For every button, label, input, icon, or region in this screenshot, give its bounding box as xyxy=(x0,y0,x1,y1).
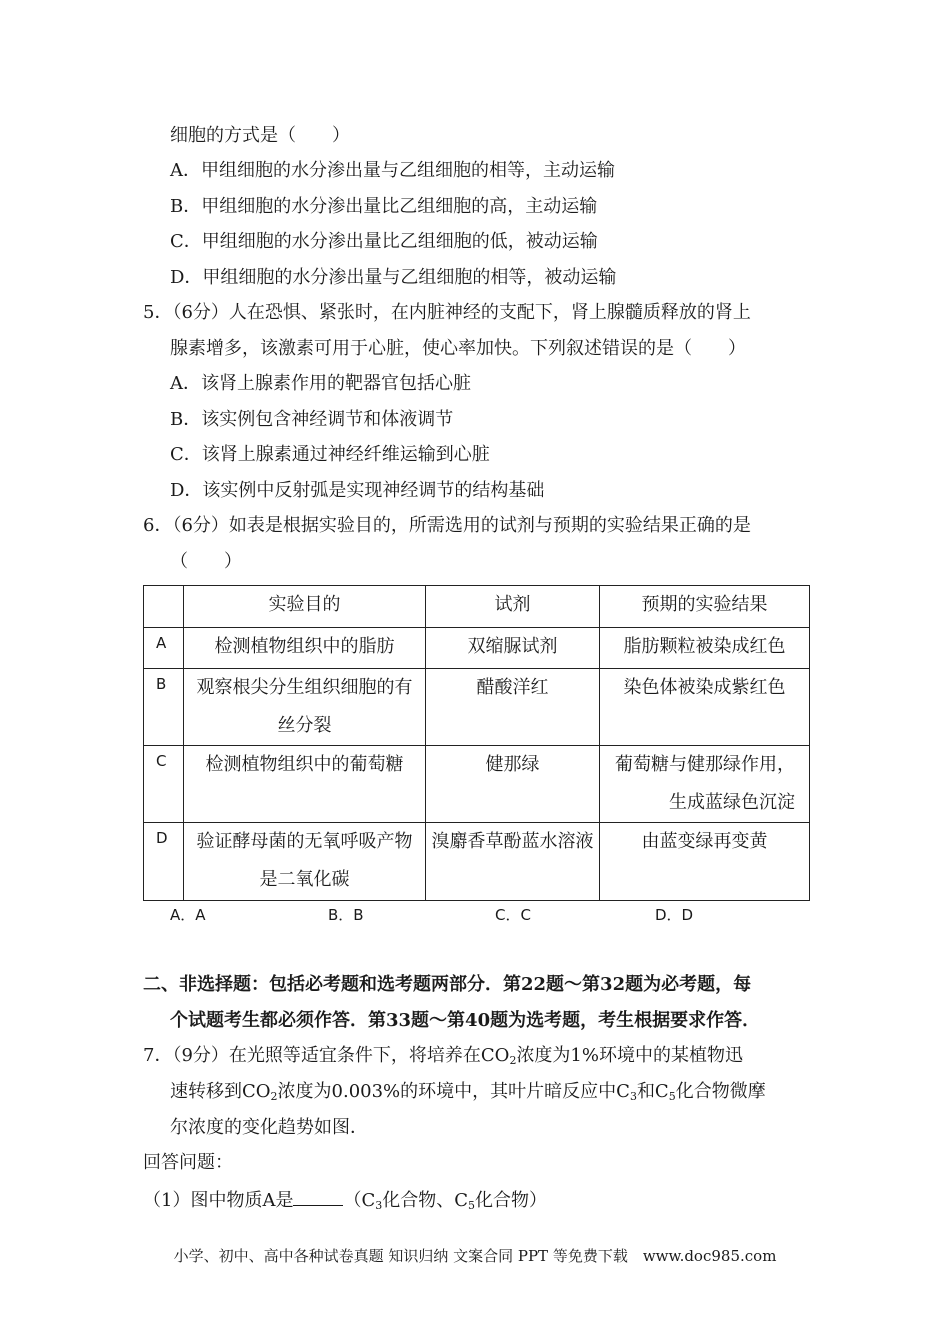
table-cell: 观察根尖分生组织细胞的有丝分裂 xyxy=(184,669,426,746)
q5-option-d: D．该实例中反射弧是实现神经调节的结构基础 xyxy=(170,480,545,501)
q6-answer-d: D．D xyxy=(655,906,694,924)
q6-answer-a: A．A xyxy=(170,906,206,924)
q4-option-a: A．甲组细胞的水分渗出量与乙组细胞的相等，主动运输 xyxy=(170,160,615,181)
q6-stem-line1: 6．（6分）如表是根据实验目的，所需选用的试剂与预期的实验结果正确的是 xyxy=(143,515,751,536)
q7-text: 和C xyxy=(636,1081,669,1102)
table-cell: 染色体被染成紫红色 xyxy=(600,669,810,746)
table-cell: 脂肪颗粒被染成红色 xyxy=(600,628,810,669)
q5-option-c: C．该肾上腺素通过神经纤维运输到心脏 xyxy=(170,444,490,465)
q7-text: 速转移到CO xyxy=(170,1081,271,1102)
page-footer: 小学、初中、高中各种试卷真题 知识归纳 文案合同 PPT 等免费下载 www.doc985.com xyxy=(173,1247,777,1265)
q6-table xyxy=(143,585,810,901)
table-cell: B xyxy=(144,669,184,746)
table-cell: 溴麝香草酚蓝水溶液 xyxy=(426,823,600,901)
table-row xyxy=(144,669,810,746)
table-cell: 验证酵母菌的无氧呼吸产物是二氧化碳 xyxy=(184,823,426,901)
q7-text: （C xyxy=(343,1190,376,1211)
table-header-cell xyxy=(144,586,184,628)
answer-prompt: 回答问题： xyxy=(143,1152,233,1173)
answer-blank[interactable] xyxy=(293,1187,343,1206)
table-cell: 健那绿 xyxy=(426,746,600,823)
table-cell: 双缩脲试剂 xyxy=(426,628,600,669)
subscript: 3 xyxy=(375,1199,383,1212)
q4-stem-tail: 细胞的方式是（ ） xyxy=(170,125,350,146)
table-row xyxy=(144,746,810,823)
q7-text: 浓度为0.003%的环境中，其叶片暗反应中C xyxy=(277,1081,630,1102)
subscript: 2 xyxy=(270,1090,278,1103)
q7-text: （1）图中物质A是 xyxy=(143,1190,294,1211)
q5-option-b: B．该实例包含神经调节和体液调节 xyxy=(170,409,454,430)
q7-text: 化合物微摩 xyxy=(675,1081,766,1102)
table-cell: C xyxy=(144,746,184,823)
table-cell: 葡萄糖与健那绿作用，生成蓝绿色沉淀 xyxy=(600,746,810,823)
subscript: 5 xyxy=(668,1090,676,1103)
q5-stem-line2: 腺素增多，该激素可用于心脏，使心率加快。下列叙述错误的是（ ） xyxy=(170,338,746,359)
q4-option-d: D．甲组细胞的水分渗出量与乙组细胞的相等，被动运输 xyxy=(170,267,617,288)
table-row xyxy=(144,628,810,669)
q5-stem-line1: 5．（6分）人在恐惧、紧张时，在内脏神经的支配下，肾上腺髓质释放的肾上 xyxy=(143,302,751,323)
q6-answer-c: C．C xyxy=(495,906,531,924)
q7-subquestion-1 xyxy=(143,1187,547,1213)
subscript: 3 xyxy=(629,1090,637,1103)
section2-heading-line1: 二、非选择题：包括必考题和选考题两部分．第22题～第32题为必考题，每 xyxy=(143,974,752,995)
section2-heading-line2: 个试题考生都必须作答．第33题～第40题为选考题，考生根据要求作答． xyxy=(170,1010,761,1031)
q7-text: 7．（9分）在光照等适宜条件下，将培养在CO xyxy=(143,1045,510,1066)
table-header-row xyxy=(144,586,810,628)
subscript: 5 xyxy=(468,1199,476,1212)
table-cell: 检测植物组织中的葡萄糖 xyxy=(184,746,426,823)
table-header-cell: 预期的实验结果 xyxy=(600,586,810,628)
table-cell: 醋酸洋红 xyxy=(426,669,600,746)
table-cell: A xyxy=(144,628,184,669)
q7-text: 化合物、C xyxy=(382,1190,469,1211)
q7-stem-line3: 尔浓度的变化趋势如图． xyxy=(170,1117,368,1138)
q6-stem-line2: （ ） xyxy=(170,551,242,572)
table-row xyxy=(144,823,810,901)
table-cell: 检测植物组织中的脂肪 xyxy=(184,628,426,669)
table-header-cell: 试剂 xyxy=(426,586,600,628)
table-header-cell: 实验目的 xyxy=(184,586,426,628)
table-cell: D xyxy=(144,823,184,901)
q4-option-b: B．甲组细胞的水分渗出量比乙组细胞的高，主动运输 xyxy=(170,196,598,217)
q7-stem-line1 xyxy=(143,1044,743,1068)
q5-option-a: A．该肾上腺素作用的靶器官包括心脏 xyxy=(170,373,471,394)
subscript: 2 xyxy=(509,1054,517,1067)
q7-text: 化合物） xyxy=(475,1190,548,1211)
table-cell: 由蓝变绿再变黄 xyxy=(600,823,810,901)
q4-option-c: C．甲组细胞的水分渗出量比乙组细胞的低，被动运输 xyxy=(170,231,598,252)
q7-text: 浓度为1%环境中的某植物迅 xyxy=(516,1045,743,1066)
q6-answer-b: B．B xyxy=(328,906,364,924)
q7-stem-line2 xyxy=(170,1080,766,1104)
